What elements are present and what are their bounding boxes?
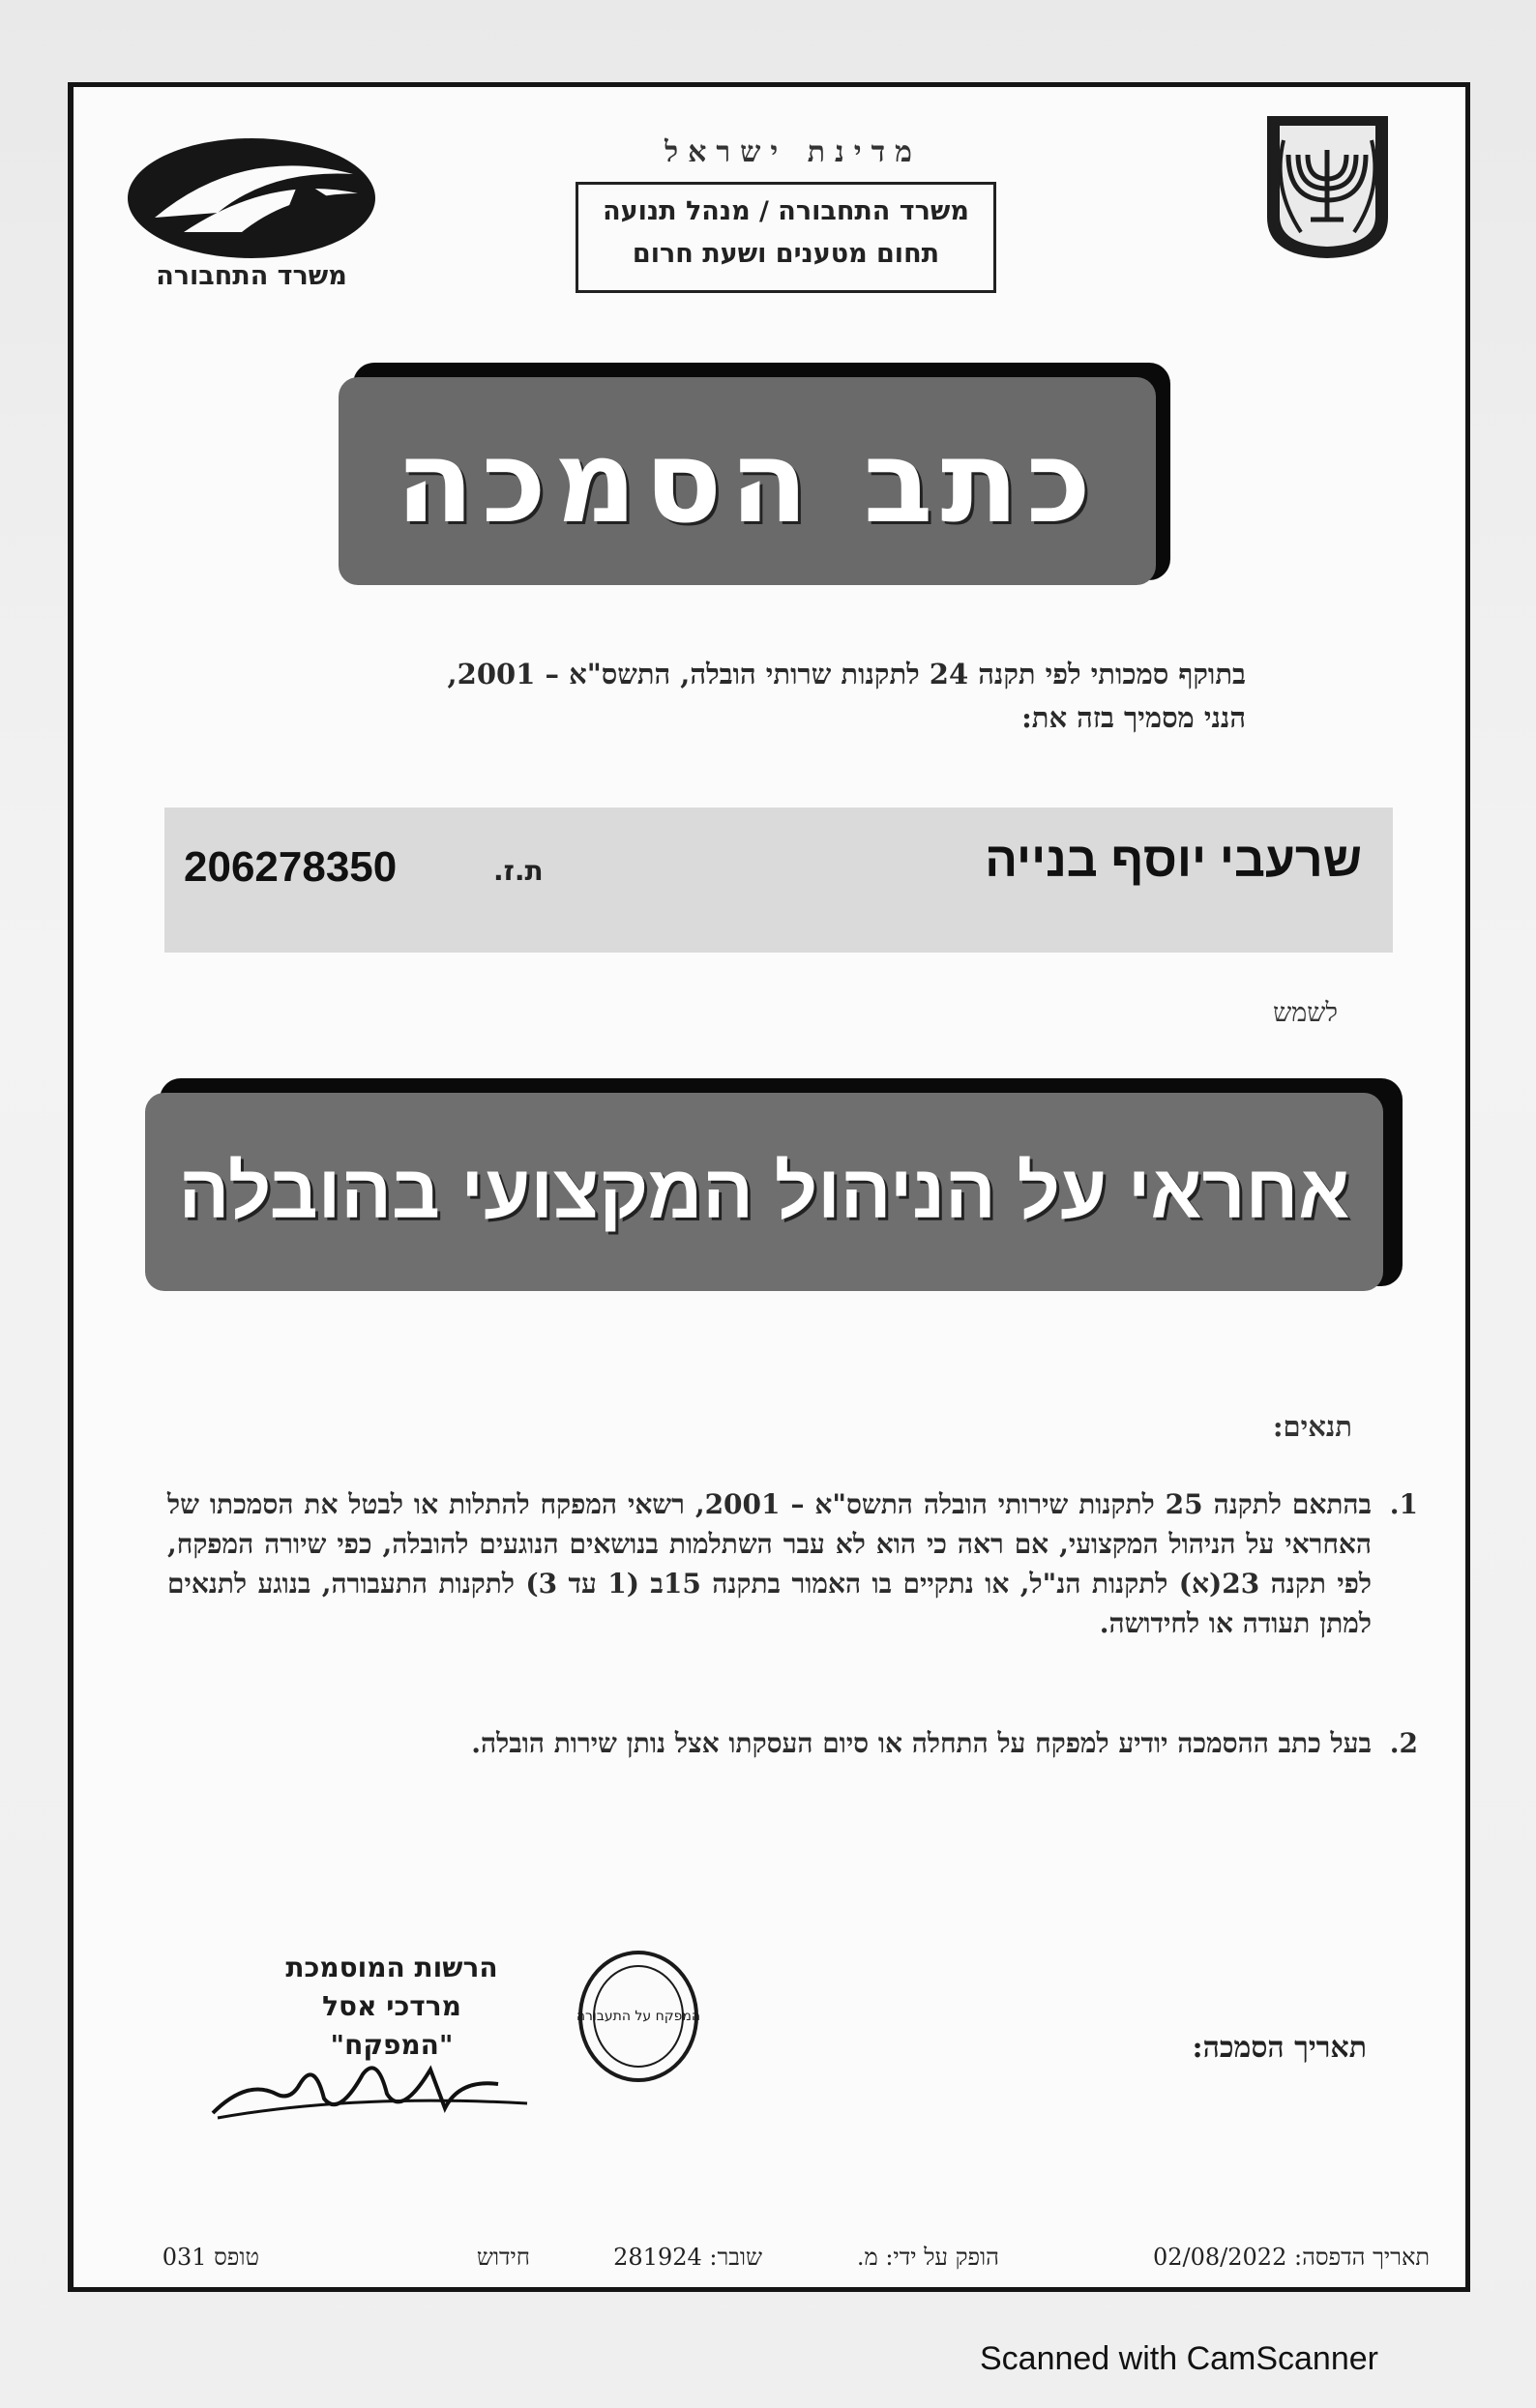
state-emblem-icon — [1262, 111, 1393, 261]
country-heading: מדינת ישראל — [665, 135, 922, 169]
condition-item — [167, 1723, 1418, 1763]
condition-item — [167, 1484, 1418, 1643]
official-stamp — [576, 1949, 701, 2084]
department-box — [576, 182, 996, 293]
footer-voucher — [613, 2244, 762, 2272]
signatory-name: מרדכי אסל — [322, 1990, 461, 2022]
footer-renewal: חידוש — [476, 2244, 530, 2271]
condition-text: בהתאם לתקנה 25 לתקנות שירותי הובלה התשס"א – 2001, רשאי המפקח להתלות או לבטל את הסמכתו של האחראי על הניהול המקצועי, אם ראה כי הוא לא עבר השתלמות בנושאים הנוגעים להובלה, כפי שיורה המפקח, לפי תקנה 23(א) לתקנות הנ"ל, או נתקיים בו האמור בתקנה 15ב (1 עד 3) לתקנות התעבורה, בנוגע לתנאים למתן תעודה או לחידושה. — [167, 1488, 1373, 1639]
footer-print-date — [1153, 2244, 1430, 2272]
id-number: 206278350 — [184, 843, 398, 891]
footer-issued-by: הופק על ידי: מ. — [856, 2244, 999, 2271]
condition-text: בעל כתב ההסמכה יודיע למפקח על התחלה או סיום העסקתו אצל נותן שירות הובלה. — [471, 1727, 1372, 1759]
department-line-2: תחום מטענים ושעת חרום — [632, 239, 940, 269]
ministry-logo — [126, 135, 377, 319]
print-date-label: תאריך הדפסה: — [1293, 2244, 1430, 2271]
condition-number: 2. — [1389, 1727, 1418, 1759]
print-date: 02/08/2022 — [1153, 2244, 1287, 2271]
authority-line-1: בתוקף סמכותי לפי תקנה 24 לתקנות שרותי הובלה, התשס"א – 2001, — [447, 658, 1246, 690]
document-title: כתב הסמכה — [395, 414, 1100, 548]
handwritten-signature — [208, 2026, 537, 2132]
serve-label: לשמש — [1273, 998, 1338, 1028]
role-banner — [145, 1093, 1383, 1291]
voucher-label: שובר: — [709, 2244, 762, 2271]
stamp-text: המפקח על התעבורה — [576, 2009, 701, 2024]
authority-title: הרשות המוסמכת — [285, 1952, 498, 1983]
signatory-role: "המפקח" — [330, 2029, 454, 2061]
id-label: ת.ז. — [493, 855, 544, 887]
voucher-number: 281924 — [613, 2244, 702, 2271]
department-line-1: משרד התחבורה / מנהל תנועה — [603, 196, 969, 226]
role-title: אחראי על הניהול המקצועי בהובלה — [178, 1149, 1350, 1234]
title-banner — [339, 377, 1156, 585]
person-name: שרעבי יוסף בנייה — [985, 833, 1362, 887]
footer-form-number: טופס 031 — [162, 2244, 259, 2271]
scanner-watermark: Scanned with CamScanner — [979, 2340, 1378, 2377]
condition-number: 1. — [1389, 1488, 1418, 1520]
authorization-date-label: תאריך הסמכה: — [1192, 2031, 1367, 2065]
authority-line-2: הנני מסמיך בזה את: — [1021, 701, 1246, 734]
conditions-title: תנאים: — [1272, 1410, 1352, 1443]
logo-caption: משרד התחבורה — [156, 261, 347, 291]
